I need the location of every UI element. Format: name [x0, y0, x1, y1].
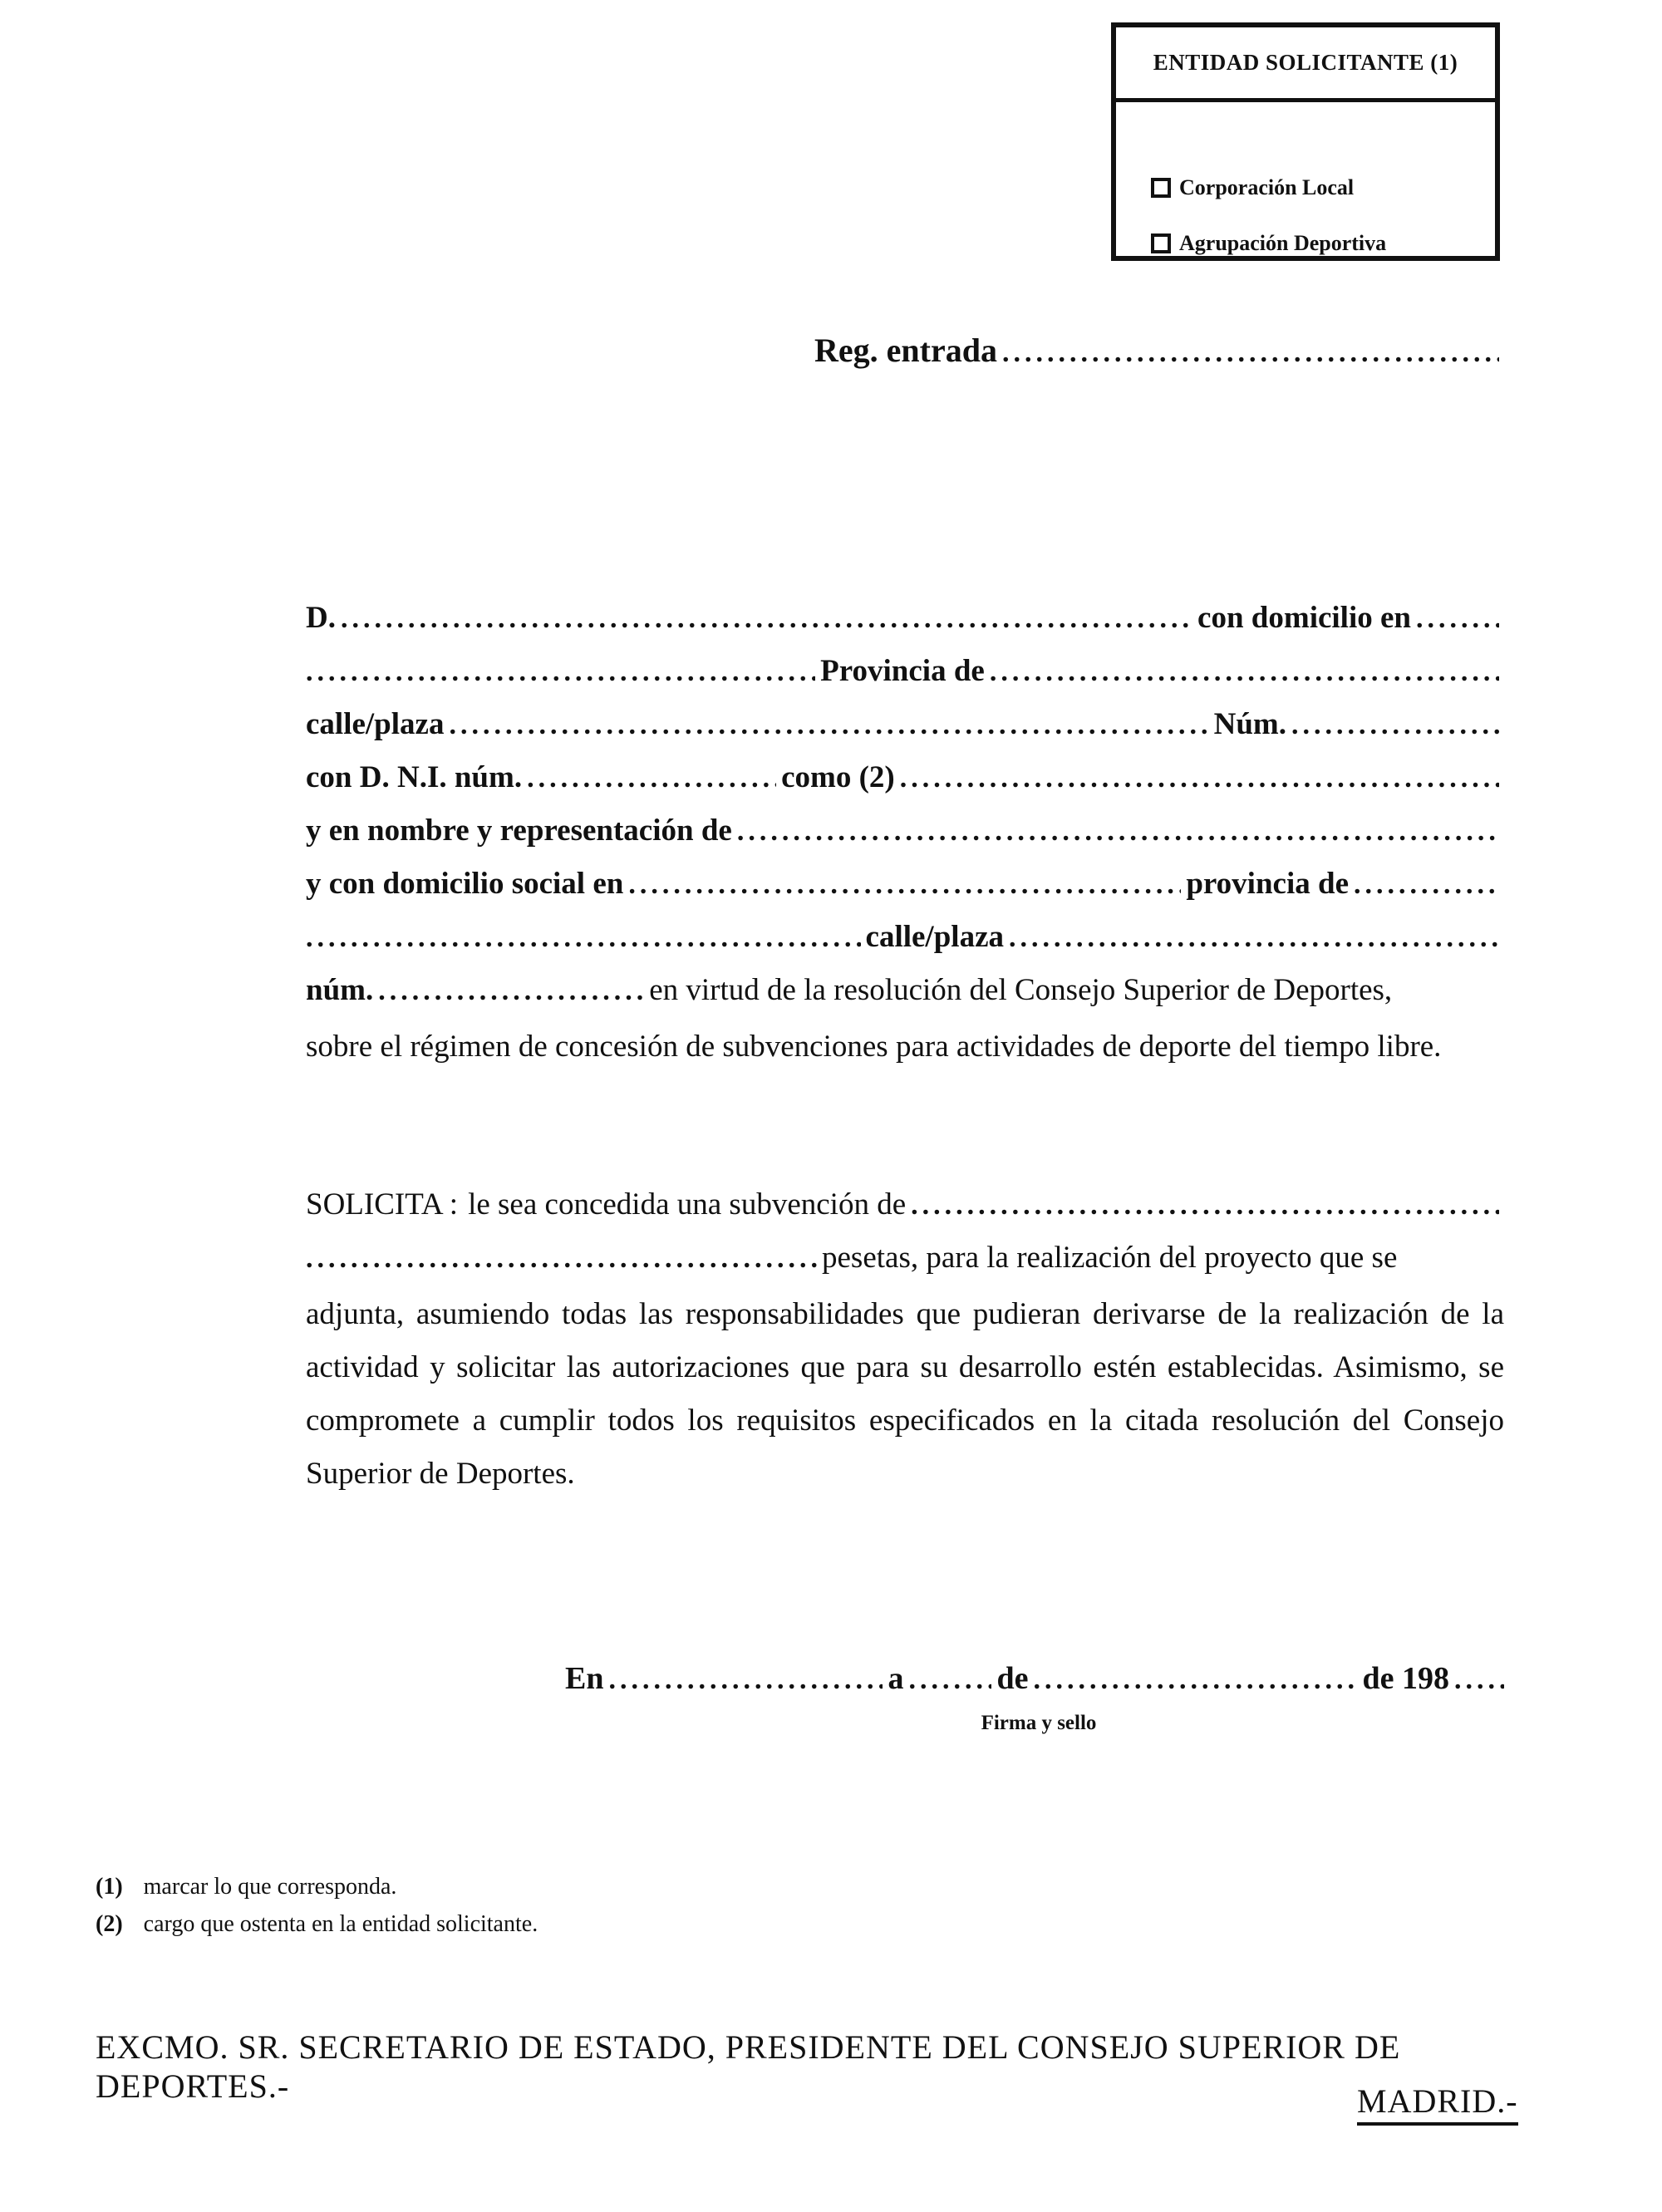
option-label: Corporación Local [1179, 175, 1355, 199]
regimen-paragraph: sobre el régimen de concesión de subvenciones para actividades de deporte del tiempo libre. [306, 1030, 1442, 1064]
form-line-calle [306, 706, 1504, 742]
dni-field[interactable] [527, 763, 776, 794]
footnote-text: marcar lo que corresponda. [143, 1874, 397, 1900]
solicita-text: le sea concedida una subvención de [468, 1187, 907, 1222]
year-field[interactable] [1454, 1664, 1504, 1696]
form-line-dni [306, 759, 1504, 795]
reg-entrada-label: Reg. entrada [814, 332, 997, 369]
como-label: como (2) [781, 760, 895, 794]
de-label: de [996, 1661, 1029, 1696]
representacion-label: y en nombre y representación de [306, 814, 732, 848]
option-agrupacion-deportiva[interactable] [1151, 231, 1386, 256]
calle-plaza-field[interactable] [1009, 922, 1499, 954]
num-field[interactable] [1291, 710, 1499, 741]
entity-box-title: ENTIDAD SOLICITANTE (1) [1116, 27, 1495, 102]
provincia-social-field-cont[interactable] [306, 922, 861, 954]
form-line-representacion [306, 813, 1504, 848]
form-line-d [306, 600, 1504, 636]
footnote-2 [96, 1911, 538, 1938]
entity-box [1111, 22, 1500, 261]
reg-entrada-field[interactable] [1002, 337, 1499, 369]
date-line [565, 1660, 1504, 1697]
checkbox-agrupacion-deportiva[interactable] [1151, 233, 1171, 253]
city: MADRID.- [1357, 2082, 1518, 2126]
place-field[interactable] [608, 1664, 883, 1696]
provincia-label: Provincia de [820, 654, 985, 688]
domicilio-field[interactable] [1416, 603, 1499, 635]
form-line-provincia [306, 653, 1504, 689]
year-label: de 198 [1362, 1661, 1449, 1696]
num-label: Núm. [1213, 707, 1286, 741]
pesetas-text: pesetas, para la realización del proyecto que se [822, 1241, 1398, 1275]
firma-y-sello: Firma y sello [981, 1712, 1097, 1734]
form-line-calle-plaza [306, 919, 1504, 955]
provincia-field[interactable] [990, 656, 1499, 688]
solicita-line [306, 1187, 1504, 1222]
addressee: EXCMO. SR. SECRETARIO DE ESTADO, PRESIDENTE DEL CONSEJO SUPERIOR DE DEPORTES.- [96, 2028, 1401, 2105]
footnote-num: (1) [96, 1874, 123, 1900]
form-line-num-virtud [306, 972, 1504, 1008]
entidad-field[interactable] [737, 816, 1499, 848]
domicilio-field-cont[interactable] [306, 656, 815, 688]
form-line-domicilio-social [306, 866, 1504, 902]
footnote-text: cargo que ostenta en la entidad solicitante. [143, 1911, 538, 1937]
calle-label: calle/plaza [306, 707, 445, 741]
solicita-body: adjunta, asumiendo todas las responsabilidades que pudieran derivarse de la realización de la actividad y solicitar las autorizaciones que para su desarrollo estén establecidas. Asimismo, se compromete a cumplir todos los requisitos especificados en la citada resolución del Consejo Superior de Deportes. [306, 1297, 1504, 1491]
cargo-field[interactable] [900, 763, 1499, 794]
domicilio-social-label: y con domicilio social en [306, 867, 624, 901]
num2-field[interactable] [378, 976, 644, 1007]
d-label: D. [306, 601, 336, 635]
a-label: a [888, 1661, 904, 1696]
reg-entrada-line [814, 331, 1504, 370]
day-field[interactable] [908, 1664, 991, 1696]
solicita-label: SOLICITA : [306, 1187, 459, 1222]
calle-plaza-label: calle/plaza [865, 920, 1004, 954]
en-label: En [565, 1661, 604, 1696]
footnote-1 [96, 1874, 396, 1900]
checkbox-corporacion-local[interactable] [1151, 178, 1171, 198]
virtud-text: en virtud de la resolución del Consejo Superior de Deportes, [649, 973, 1393, 1007]
num2-label: núm. [306, 973, 374, 1007]
provincia-de-label: provincia de [1186, 867, 1349, 901]
provincia-social-field[interactable] [1354, 869, 1499, 901]
pesetas-field[interactable] [306, 1243, 817, 1275]
domicilio-label: con domicilio en [1197, 601, 1411, 635]
month-field[interactable] [1033, 1664, 1357, 1696]
calle-field[interactable] [449, 710, 1208, 741]
footnote-num: (2) [96, 1911, 123, 1937]
name-field[interactable] [341, 603, 1192, 635]
dni-label: con D. N.I. núm. [306, 760, 523, 794]
subvencion-field[interactable] [911, 1190, 1499, 1222]
domicilio-social-field[interactable] [628, 869, 1181, 901]
option-corporacion-local[interactable] [1151, 175, 1354, 200]
pesetas-line [306, 1240, 1504, 1276]
option-label: Agrupación Deportiva [1179, 231, 1387, 255]
